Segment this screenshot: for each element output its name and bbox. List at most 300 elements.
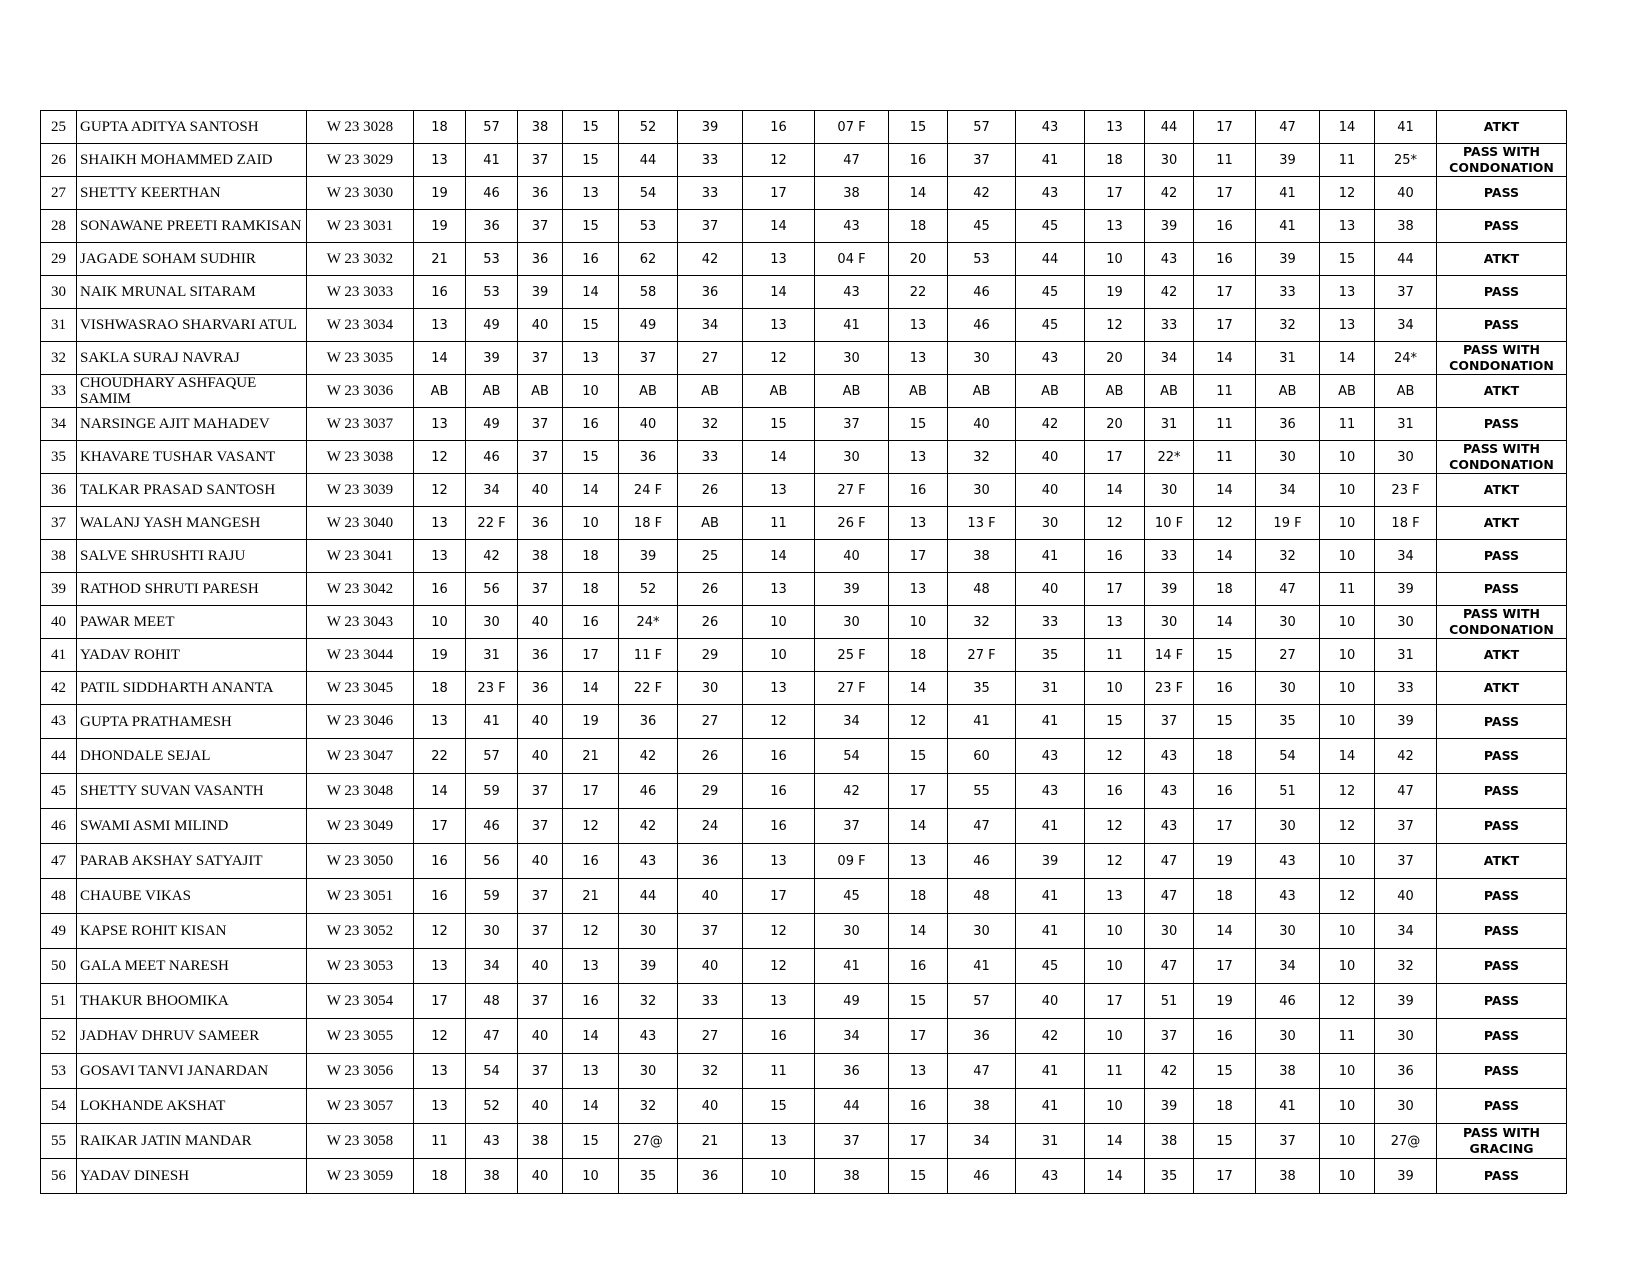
serial-number-cell: 51 bbox=[41, 984, 77, 1019]
mark-cell: 30 bbox=[1375, 1089, 1437, 1124]
mark-cell: 42 bbox=[815, 774, 889, 809]
mark-cell: 54 bbox=[466, 1054, 518, 1089]
mark-cell: 12 bbox=[1085, 844, 1145, 879]
serial-number-cell: 50 bbox=[41, 949, 77, 984]
mark-cell: 12 bbox=[1320, 879, 1375, 914]
mark-cell: 38 bbox=[518, 540, 563, 573]
mark-cell: 18 bbox=[889, 879, 948, 914]
mark-cell: 13 bbox=[1320, 309, 1375, 342]
mark-cell: 17 bbox=[414, 809, 466, 844]
mark-cell: 11 bbox=[1320, 408, 1375, 441]
mark-cell: 16 bbox=[743, 809, 815, 844]
mark-cell: 14 bbox=[889, 809, 948, 844]
mark-cell: 12 bbox=[1194, 507, 1256, 540]
mark-cell: 14 bbox=[889, 177, 948, 210]
mark-cell: 30 bbox=[1016, 507, 1085, 540]
mark-cell: 41 bbox=[815, 309, 889, 342]
mark-cell: 45 bbox=[1016, 276, 1085, 309]
student-name-cell: RAIKAR JATIN MANDAR bbox=[77, 1124, 307, 1159]
seat-number-cell: W 23 3056 bbox=[307, 1054, 414, 1089]
table-row bbox=[41, 1124, 1567, 1159]
mark-cell: 34 bbox=[466, 949, 518, 984]
mark-cell: 18 bbox=[414, 672, 466, 705]
seat-number-cell: W 23 3039 bbox=[307, 474, 414, 507]
mark-cell: 44 bbox=[1145, 111, 1194, 144]
mark-cell: 32 bbox=[948, 606, 1016, 639]
mark-cell: 30 bbox=[1145, 474, 1194, 507]
seat-number-cell: W 23 3037 bbox=[307, 408, 414, 441]
mark-cell: AB bbox=[743, 375, 815, 408]
table-row bbox=[41, 672, 1567, 705]
mark-cell: 37 bbox=[1375, 809, 1437, 844]
mark-cell: 18 bbox=[414, 111, 466, 144]
serial-number-cell: 46 bbox=[41, 809, 77, 844]
mark-cell: 22 bbox=[414, 739, 466, 774]
mark-cell: 30 bbox=[1375, 441, 1437, 474]
mark-cell: 37 bbox=[1145, 705, 1194, 739]
mark-cell: 39 bbox=[1256, 144, 1320, 177]
mark-cell: 13 bbox=[414, 408, 466, 441]
student-name-cell: JAGADE SOHAM SUDHIR bbox=[77, 243, 307, 276]
mark-cell: 30 bbox=[815, 342, 889, 375]
mark-cell: 10 bbox=[1320, 705, 1375, 739]
serial-number-cell: 29 bbox=[41, 243, 77, 276]
mark-cell: 15 bbox=[1085, 705, 1145, 739]
mark-cell: 16 bbox=[563, 844, 619, 879]
table-row bbox=[41, 1089, 1567, 1124]
mark-cell: 13 bbox=[743, 1124, 815, 1159]
mark-cell: 31 bbox=[1375, 639, 1437, 672]
mark-cell: 12 bbox=[563, 809, 619, 844]
result-cell: PASS WITH CONDONATION bbox=[1437, 342, 1567, 375]
mark-cell: 43 bbox=[619, 844, 678, 879]
mark-cell: 46 bbox=[948, 276, 1016, 309]
mark-cell: 58 bbox=[619, 276, 678, 309]
table-row bbox=[41, 1159, 1567, 1194]
result-cell: PASS bbox=[1437, 309, 1567, 342]
mark-cell: 47 bbox=[1145, 949, 1194, 984]
mark-cell: 43 bbox=[815, 276, 889, 309]
mark-cell: 27 F bbox=[815, 672, 889, 705]
mark-cell: 17 bbox=[889, 1124, 948, 1159]
mark-cell: 15 bbox=[889, 984, 948, 1019]
mark-cell: 19 bbox=[1194, 984, 1256, 1019]
mark-cell: 16 bbox=[1194, 1019, 1256, 1054]
mark-cell: 47 bbox=[1145, 879, 1194, 914]
mark-cell: 41 bbox=[948, 705, 1016, 739]
mark-cell: 11 bbox=[1320, 573, 1375, 606]
mark-cell: 30 bbox=[1256, 672, 1320, 705]
mark-cell: 19 bbox=[1085, 276, 1145, 309]
mark-cell: 16 bbox=[889, 1089, 948, 1124]
mark-cell: 13 bbox=[889, 309, 948, 342]
mark-cell: AB bbox=[678, 507, 743, 540]
mark-cell: 45 bbox=[1016, 949, 1085, 984]
student-name-cell: GUPTA PRATHAMESH bbox=[77, 705, 307, 739]
mark-cell: 15 bbox=[563, 144, 619, 177]
mark-cell: 26 bbox=[678, 739, 743, 774]
mark-cell: 10 bbox=[1320, 507, 1375, 540]
mark-cell: 17 bbox=[1194, 1159, 1256, 1194]
mark-cell: 15 bbox=[743, 408, 815, 441]
student-name-cell: GOSAVI TANVI JANARDAN bbox=[77, 1054, 307, 1089]
mark-cell: 56 bbox=[466, 844, 518, 879]
mark-cell: 27 bbox=[1256, 639, 1320, 672]
student-name-cell: NARSINGE AJIT MAHADEV bbox=[77, 408, 307, 441]
mark-cell: 33 bbox=[1145, 309, 1194, 342]
mark-cell: AB bbox=[1145, 375, 1194, 408]
mark-cell: 32 bbox=[1256, 540, 1320, 573]
mark-cell: 30 bbox=[1145, 606, 1194, 639]
mark-cell: 51 bbox=[1256, 774, 1320, 809]
mark-cell: 43 bbox=[1145, 774, 1194, 809]
serial-number-cell: 34 bbox=[41, 408, 77, 441]
mark-cell: 14 bbox=[414, 342, 466, 375]
mark-cell: AB bbox=[889, 375, 948, 408]
mark-cell: 30 bbox=[1256, 606, 1320, 639]
serial-number-cell: 30 bbox=[41, 276, 77, 309]
mark-cell: 16 bbox=[1194, 672, 1256, 705]
result-cell: PASS bbox=[1437, 949, 1567, 984]
table-row bbox=[41, 774, 1567, 809]
mark-cell: 17 bbox=[743, 879, 815, 914]
mark-cell: 30 bbox=[466, 914, 518, 949]
mark-cell: 43 bbox=[1016, 342, 1085, 375]
mark-cell: 17 bbox=[889, 1019, 948, 1054]
mark-cell: 22* bbox=[1145, 441, 1194, 474]
mark-cell: 10 bbox=[1085, 672, 1145, 705]
mark-cell: 30 bbox=[1375, 1019, 1437, 1054]
mark-cell: 10 bbox=[1320, 1054, 1375, 1089]
mark-cell: 41 bbox=[1016, 144, 1085, 177]
mark-cell: 42 bbox=[1375, 739, 1437, 774]
mark-cell: 11 bbox=[1320, 1019, 1375, 1054]
seat-number-cell: W 23 3051 bbox=[307, 879, 414, 914]
mark-cell: 22 bbox=[889, 276, 948, 309]
mark-cell: 37 bbox=[815, 408, 889, 441]
mark-cell: 44 bbox=[1375, 243, 1437, 276]
mark-cell: 17 bbox=[1194, 276, 1256, 309]
mark-cell: 49 bbox=[619, 309, 678, 342]
result-cell: PASS bbox=[1437, 914, 1567, 949]
table-row bbox=[41, 309, 1567, 342]
seat-number-cell: W 23 3054 bbox=[307, 984, 414, 1019]
table-row bbox=[41, 879, 1567, 914]
mark-cell: 37 bbox=[518, 774, 563, 809]
mark-cell: 36 bbox=[518, 177, 563, 210]
result-cell: PASS bbox=[1437, 739, 1567, 774]
student-name-cell: GUPTA ADITYA SANTOSH bbox=[77, 111, 307, 144]
mark-cell: 57 bbox=[948, 111, 1016, 144]
mark-cell: 17 bbox=[743, 177, 815, 210]
mark-cell: 18 bbox=[563, 573, 619, 606]
mark-cell: 34 bbox=[1145, 342, 1194, 375]
mark-cell: 17 bbox=[1194, 309, 1256, 342]
result-cell: PASS bbox=[1437, 774, 1567, 809]
table-row bbox=[41, 111, 1567, 144]
mark-cell: 47 bbox=[1256, 111, 1320, 144]
mark-cell: 31 bbox=[1375, 408, 1437, 441]
mark-cell: 14 bbox=[889, 914, 948, 949]
mark-cell: 37 bbox=[518, 984, 563, 1019]
mark-cell: 48 bbox=[948, 879, 1016, 914]
mark-cell: 30 bbox=[1145, 914, 1194, 949]
mark-cell: 16 bbox=[563, 243, 619, 276]
result-cell: PASS bbox=[1437, 210, 1567, 243]
mark-cell: 12 bbox=[743, 914, 815, 949]
mark-cell: 56 bbox=[466, 573, 518, 606]
table-row bbox=[41, 739, 1567, 774]
mark-cell: 46 bbox=[948, 309, 1016, 342]
mark-cell: 14 bbox=[743, 540, 815, 573]
result-cell: PASS WITH CONDONATION bbox=[1437, 606, 1567, 639]
mark-cell: 34 bbox=[815, 1019, 889, 1054]
mark-cell: 32 bbox=[948, 441, 1016, 474]
mark-cell: 48 bbox=[466, 984, 518, 1019]
result-cell: PASS bbox=[1437, 809, 1567, 844]
mark-cell: 17 bbox=[1085, 441, 1145, 474]
result-cell: PASS WITH GRACING bbox=[1437, 1124, 1567, 1159]
seat-number-cell: W 23 3048 bbox=[307, 774, 414, 809]
mark-cell: 12 bbox=[563, 914, 619, 949]
mark-cell: 45 bbox=[1016, 210, 1085, 243]
seat-number-cell: W 23 3055 bbox=[307, 1019, 414, 1054]
mark-cell: 47 bbox=[1375, 774, 1437, 809]
mark-cell: 14 bbox=[1320, 739, 1375, 774]
table-row bbox=[41, 809, 1567, 844]
mark-cell: 35 bbox=[948, 672, 1016, 705]
mark-cell: 41 bbox=[1375, 111, 1437, 144]
mark-cell: 47 bbox=[948, 809, 1016, 844]
mark-cell: 20 bbox=[1085, 408, 1145, 441]
mark-cell: 15 bbox=[563, 1124, 619, 1159]
mark-cell: 14 bbox=[1194, 606, 1256, 639]
mark-cell: 26 bbox=[678, 474, 743, 507]
result-cell: PASS bbox=[1437, 1159, 1567, 1194]
mark-cell: 10 bbox=[1320, 1089, 1375, 1124]
mark-cell: 11 F bbox=[619, 639, 678, 672]
mark-cell: 26 bbox=[678, 573, 743, 606]
mark-cell: 20 bbox=[1085, 342, 1145, 375]
mark-cell: 36 bbox=[1256, 408, 1320, 441]
mark-cell: 13 bbox=[563, 177, 619, 210]
serial-number-cell: 44 bbox=[41, 739, 77, 774]
mark-cell: 46 bbox=[1256, 984, 1320, 1019]
mark-cell: 46 bbox=[466, 177, 518, 210]
mark-cell: 43 bbox=[1145, 243, 1194, 276]
mark-cell: 14 bbox=[1085, 1159, 1145, 1194]
mark-cell: 41 bbox=[815, 949, 889, 984]
mark-cell: 12 bbox=[1085, 309, 1145, 342]
table-row bbox=[41, 375, 1567, 408]
serial-number-cell: 48 bbox=[41, 879, 77, 914]
mark-cell: 41 bbox=[1016, 705, 1085, 739]
mark-cell: 15 bbox=[1194, 705, 1256, 739]
seat-number-cell: W 23 3035 bbox=[307, 342, 414, 375]
mark-cell: 11 bbox=[743, 507, 815, 540]
seat-number-cell: W 23 3059 bbox=[307, 1159, 414, 1194]
mark-cell: 17 bbox=[889, 540, 948, 573]
mark-cell: 45 bbox=[948, 210, 1016, 243]
mark-cell: 33 bbox=[1016, 606, 1085, 639]
mark-cell: 11 bbox=[1085, 639, 1145, 672]
mark-cell: 40 bbox=[1375, 879, 1437, 914]
mark-cell: 37 bbox=[1375, 276, 1437, 309]
seat-number-cell: W 23 3033 bbox=[307, 276, 414, 309]
mark-cell: 27@ bbox=[619, 1124, 678, 1159]
student-name-cell: SONAWANE PREETI RAMKISAN bbox=[77, 210, 307, 243]
mark-cell: 38 bbox=[1256, 1054, 1320, 1089]
table-row bbox=[41, 844, 1567, 879]
mark-cell: 14 bbox=[743, 210, 815, 243]
mark-cell: AB bbox=[466, 375, 518, 408]
mark-cell: 11 bbox=[1194, 441, 1256, 474]
mark-cell: 34 bbox=[1256, 949, 1320, 984]
mark-cell: 36 bbox=[619, 705, 678, 739]
mark-cell: 40 bbox=[518, 739, 563, 774]
result-cell: PASS bbox=[1437, 1019, 1567, 1054]
mark-cell: 36 bbox=[678, 844, 743, 879]
mark-cell: 37 bbox=[619, 342, 678, 375]
mark-cell: 17 bbox=[414, 984, 466, 1019]
student-name-cell: SHETTY KEERTHAN bbox=[77, 177, 307, 210]
mark-cell: 37 bbox=[815, 1124, 889, 1159]
mark-cell: 04 F bbox=[815, 243, 889, 276]
mark-cell: 37 bbox=[678, 914, 743, 949]
mark-cell: 49 bbox=[466, 408, 518, 441]
mark-cell: 33 bbox=[678, 177, 743, 210]
mark-cell: 30 bbox=[1375, 606, 1437, 639]
mark-cell: 39 bbox=[619, 540, 678, 573]
serial-number-cell: 27 bbox=[41, 177, 77, 210]
serial-number-cell: 42 bbox=[41, 672, 77, 705]
mark-cell: 46 bbox=[948, 1159, 1016, 1194]
mark-cell: 33 bbox=[678, 144, 743, 177]
mark-cell: 16 bbox=[743, 111, 815, 144]
table-row bbox=[41, 474, 1567, 507]
mark-cell: 14 bbox=[743, 441, 815, 474]
mark-cell: 32 bbox=[619, 1089, 678, 1124]
mark-cell: 18 bbox=[889, 639, 948, 672]
mark-cell: 15 bbox=[889, 111, 948, 144]
seat-number-cell: W 23 3057 bbox=[307, 1089, 414, 1124]
table-row bbox=[41, 984, 1567, 1019]
mark-cell: 10 bbox=[1085, 949, 1145, 984]
mark-cell: 40 bbox=[678, 949, 743, 984]
mark-cell: 16 bbox=[1085, 774, 1145, 809]
mark-cell: 25 bbox=[678, 540, 743, 573]
mark-cell: 35 bbox=[619, 1159, 678, 1194]
mark-cell: 39 bbox=[1256, 243, 1320, 276]
mark-cell: 16 bbox=[1085, 540, 1145, 573]
mark-cell: 16 bbox=[889, 474, 948, 507]
mark-cell: 59 bbox=[466, 879, 518, 914]
mark-cell: 38 bbox=[948, 1089, 1016, 1124]
mark-cell: 21 bbox=[563, 739, 619, 774]
mark-cell: 17 bbox=[563, 774, 619, 809]
seat-number-cell: W 23 3047 bbox=[307, 739, 414, 774]
serial-number-cell: 31 bbox=[41, 309, 77, 342]
result-cell: ATKT bbox=[1437, 375, 1567, 408]
student-name-cell: SALVE SHRUSHTI RAJU bbox=[77, 540, 307, 573]
mark-cell: 11 bbox=[1194, 144, 1256, 177]
mark-cell: 40 bbox=[619, 408, 678, 441]
mark-cell: 36 bbox=[678, 276, 743, 309]
result-cell: PASS WITH CONDONATION bbox=[1437, 144, 1567, 177]
mark-cell: 39 bbox=[518, 276, 563, 309]
mark-cell: 39 bbox=[1375, 1159, 1437, 1194]
mark-cell: 30 bbox=[619, 1054, 678, 1089]
table-row bbox=[41, 1019, 1567, 1054]
result-cell: PASS bbox=[1437, 408, 1567, 441]
mark-cell: 54 bbox=[815, 739, 889, 774]
mark-cell: 27@ bbox=[1375, 1124, 1437, 1159]
result-cell: ATKT bbox=[1437, 111, 1567, 144]
mark-cell: AB bbox=[815, 375, 889, 408]
mark-cell: 14 bbox=[1320, 342, 1375, 375]
mark-cell: 18 bbox=[1194, 573, 1256, 606]
mark-cell: 42 bbox=[1016, 408, 1085, 441]
mark-cell: 16 bbox=[743, 774, 815, 809]
mark-cell: 10 bbox=[1320, 474, 1375, 507]
mark-cell: 41 bbox=[1016, 914, 1085, 949]
mark-cell: 52 bbox=[619, 111, 678, 144]
mark-cell: AB bbox=[619, 375, 678, 408]
result-cell: ATKT bbox=[1437, 474, 1567, 507]
mark-cell: 17 bbox=[1194, 949, 1256, 984]
mark-cell: 57 bbox=[466, 111, 518, 144]
mark-cell: 30 bbox=[678, 672, 743, 705]
mark-cell: 13 bbox=[889, 342, 948, 375]
seat-number-cell: W 23 3053 bbox=[307, 949, 414, 984]
mark-cell: 37 bbox=[1256, 1124, 1320, 1159]
mark-cell: 41 bbox=[1256, 210, 1320, 243]
mark-cell: 31 bbox=[1145, 408, 1194, 441]
serial-number-cell: 37 bbox=[41, 507, 77, 540]
mark-cell: 43 bbox=[1016, 177, 1085, 210]
student-name-cell: KAPSE ROHIT KISAN bbox=[77, 914, 307, 949]
mark-cell: 30 bbox=[1145, 144, 1194, 177]
mark-cell: 10 F bbox=[1145, 507, 1194, 540]
mark-cell: 33 bbox=[678, 984, 743, 1019]
mark-cell: 22 F bbox=[619, 672, 678, 705]
mark-cell: 43 bbox=[1016, 111, 1085, 144]
serial-number-cell: 35 bbox=[41, 441, 77, 474]
mark-cell: 16 bbox=[889, 144, 948, 177]
mark-cell: 10 bbox=[889, 606, 948, 639]
mark-cell: 32 bbox=[678, 408, 743, 441]
mark-cell: 21 bbox=[414, 243, 466, 276]
mark-cell: 37 bbox=[518, 809, 563, 844]
mark-cell: 38 bbox=[1145, 1124, 1194, 1159]
mark-cell: 30 bbox=[815, 441, 889, 474]
mark-cell: 46 bbox=[466, 809, 518, 844]
mark-cell: 14 bbox=[1085, 474, 1145, 507]
mark-cell: 40 bbox=[518, 309, 563, 342]
mark-cell: 12 bbox=[743, 342, 815, 375]
mark-cell: 39 bbox=[1375, 573, 1437, 606]
result-cell: PASS bbox=[1437, 984, 1567, 1019]
student-name-cell: PAWAR MEET bbox=[77, 606, 307, 639]
mark-cell: 27 bbox=[678, 705, 743, 739]
mark-cell: 30 bbox=[1256, 1019, 1320, 1054]
mark-cell: 39 bbox=[678, 111, 743, 144]
seat-number-cell: W 23 3034 bbox=[307, 309, 414, 342]
mark-cell: 17 bbox=[1194, 111, 1256, 144]
mark-cell: 38 bbox=[815, 1159, 889, 1194]
mark-cell: 11 bbox=[1194, 375, 1256, 408]
mark-cell: 11 bbox=[414, 1124, 466, 1159]
